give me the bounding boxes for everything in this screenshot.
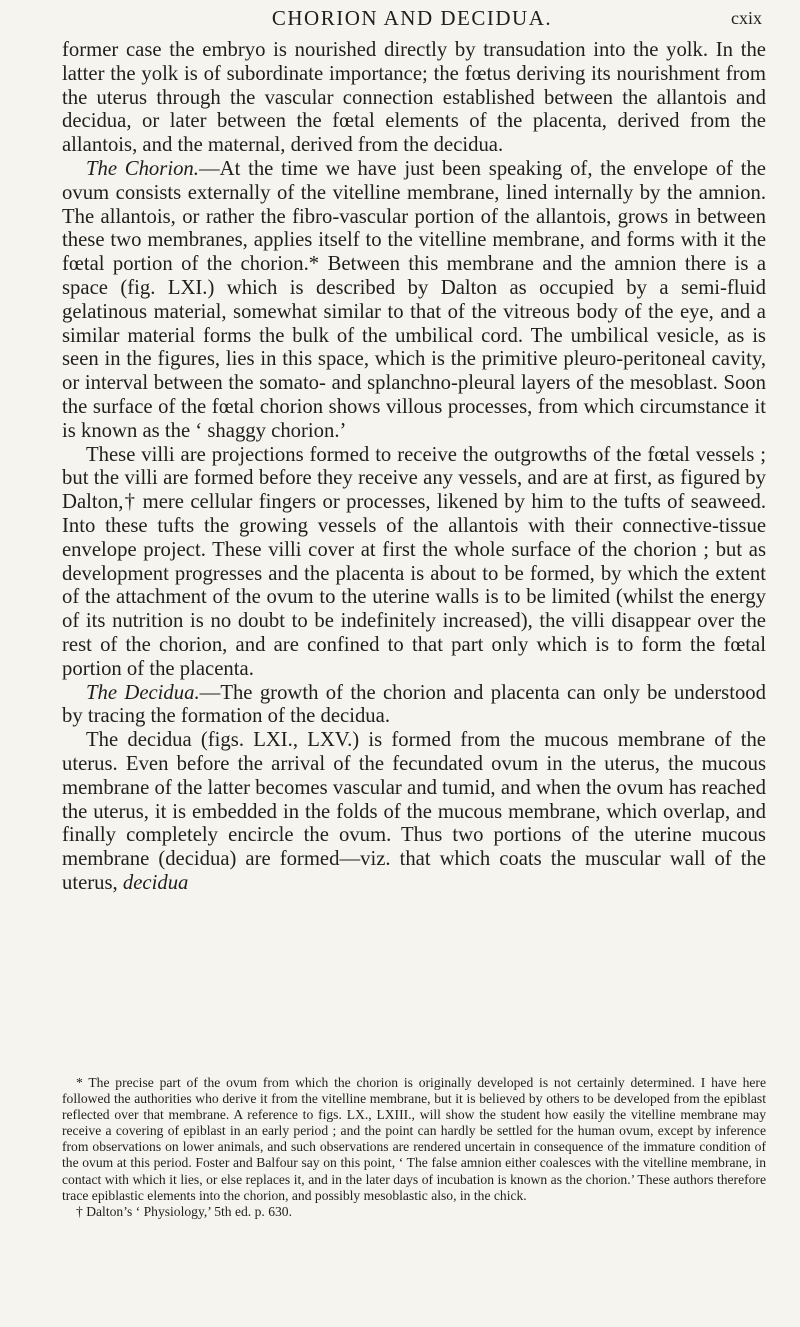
paragraph-text: The decidua (figs. LXI., LXV.) is formed from the mucous membrane of the uterus. Even before the arrival of the fecundated ovum in the uterus, the mucous membrane of the latter becomes vascular and tumid, and when the ovum has reached the uterus, it is embedded in the folds of the mucous membrane, which overlap, and finally completely encircle the ovum. Thus two portions of the uterine mucous membrane (decidua) are formed—viz. that which coats the muscular wall of the uterus, (62, 729, 766, 894)
paragraph-decidua (62, 682, 766, 730)
paragraph (62, 729, 766, 896)
footnote: † Dalton’s ‘ Physiology,’ 5th ed. p. 630. (76, 1203, 292, 1219)
page-number: cxix (731, 8, 762, 28)
footnotes (62, 1075, 766, 1220)
paragraph: former case the embryo is nourished directly by transudation into the yolk. In the latter the yolk is of subordinate importance; the fœtus deriving its nourishment from the uterus through the vascular connection established between the allantois and decidua, or later between the fœtal elements of the placenta, derived from the allantois, and the maternal, derived from the decidua. (62, 39, 766, 157)
main-text (62, 39, 766, 896)
page-header (62, 6, 762, 36)
footnote: * The precise part of the ovum from which the chorion is originally developed is not certainly determined. I have here followed the authorities who derive it from the vitelline membrane, but it is believed by others to be developed from the epiblast reflected over that membrane. A reference to figs. LX., LXIII., will show the student how easily the vitelline membrane may receive a covering of epiblast in an early period ; and the point can hardly be settled for the human ovum, except by inference from observations on lower animals, and such observations are rendered uncertain in consequence of the immature condition of the ovum at this period. Foster and Balfour say on this point, ‘ The false amnion either coalesces with the vitelline membrane, in contact with which it lies, or else replaces it, and in the later days of incubation is known as the chorion.’ These authors therefore trace epiblastic elements into the chorion, and possibly mesoblastic also, in the chick. (62, 1075, 766, 1203)
paragraph: These villi are projections formed to receive the outgrowths of the fœtal vessels ; but the villi are formed before they receive any vessels, and are at first, as figured by Dalton,† mere cellular fingers or processes, likened by him to the tufts of seaweed. Into these tufts the growing vessels of the allantois with their connective-tissue envelope project. These villi cover at first the whole surface of the chorion ; but as development progresses and the placenta is about to be formed, by which the extent of the attachment of the ovum to the uterine walls is to be limited (whilst the energy of its nutrition is no doubt to be indefinitely increased), the villi disappear over the rest of the chorion, and are confined to that part only which is to form the fœtal portion of the placenta. (62, 443, 766, 680)
section-title-chorion: The Chorion. (86, 157, 199, 180)
section-title-decidua: The Decidua. (86, 681, 200, 704)
paragraph-text: —At the time we have just been speaking of, the envelope of the ovum consists externally of the vitelline membrane, lined internally by the amnion. The allantois, or rather the fibro-vascular portion of the allantois, grows in between these two membranes, applies itself to the vitelline membrane, and forms with it the fœtal portion of the chorion.* Between this membrane and the amnion there is a space (fig. LXI.) which is described by Dalton as occupied by a semi-fluid gelatinous material, somewhat similar to that of the vitreous body of the eye, and a similar material forms the bulk of the umbilical cord. The umbilical vesicle, as is seen in the figures, lies in this space, which is the primitive pleuro-peritoneal cavity, or interval between the somato- and splanchno-pleural layers of the mesoblast. Soon the surface of the fœtal chorion shows villous processes, from which circumstance it is known as the ‘ shaggy chorion.’ (62, 157, 766, 442)
running-title: CHORION AND DECIDUA. (271, 6, 553, 30)
paragraph-chorion (62, 158, 766, 444)
paragraph-text: —The growth of the chorion and placenta can only be understood by tracing the formation of the decidua. (62, 681, 766, 728)
italic-term: decidua (122, 871, 189, 894)
